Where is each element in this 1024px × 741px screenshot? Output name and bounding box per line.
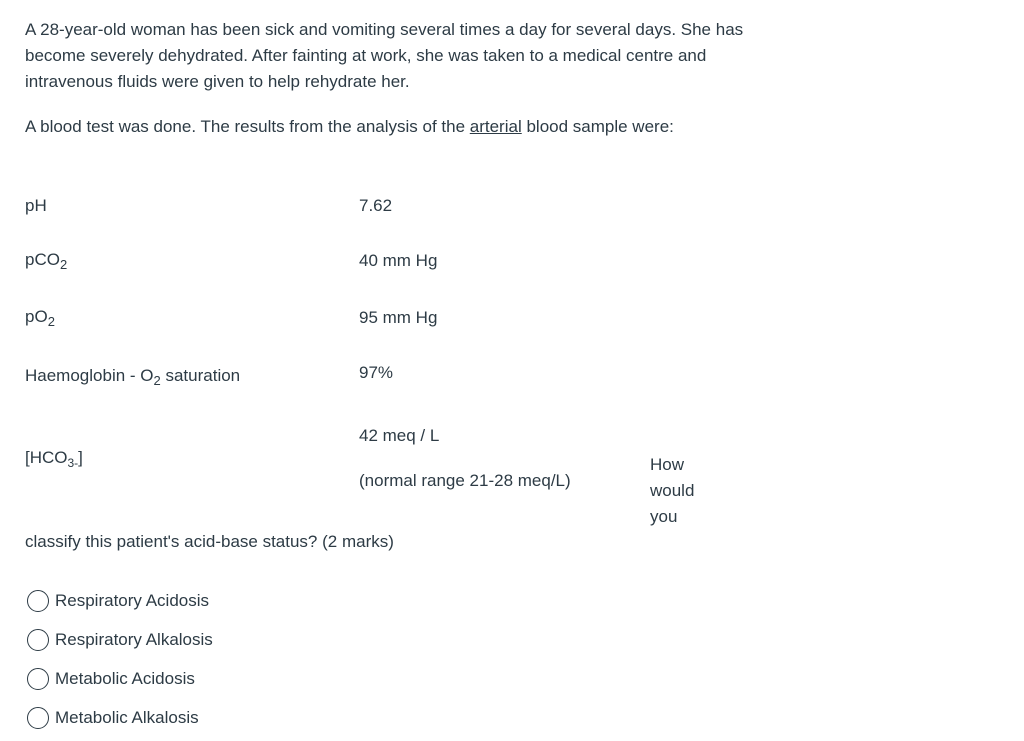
- hco3-label: [25, 448, 83, 468]
- radio-button[interactable]: [27, 590, 49, 612]
- haemoglobin-label-suffix: saturation: [160, 366, 241, 385]
- question-side-word-would: would: [650, 481, 695, 500]
- option-respiratory-alkalosis[interactable]: [27, 620, 213, 659]
- hco3-value: 42 meq / L: [359, 426, 440, 445]
- question-text: classify this patient's acid-base status? (2 marks): [25, 532, 394, 551]
- option-metabolic-acidosis[interactable]: [27, 659, 213, 698]
- question-side-word-you: you: [650, 507, 678, 526]
- blood-test-paragraph: [25, 114, 715, 140]
- pco2-label: [25, 250, 67, 270]
- option-label[interactable]: Respiratory Acidosis: [55, 590, 210, 610]
- question-side-word-how: How: [650, 455, 685, 474]
- ph-value: 7.62: [359, 196, 393, 215]
- ph-label: pH: [25, 196, 47, 215]
- option-label[interactable]: Metabolic Alkalosis: [55, 707, 199, 727]
- pco2-label-subscript: 2: [59, 257, 68, 272]
- haemoglobin-value: 97%: [359, 363, 394, 382]
- radio-button[interactable]: [27, 668, 49, 690]
- hco3-label-subscript: 3-: [67, 456, 79, 470]
- po2-label-prefix: pO: [25, 307, 48, 326]
- option-metabolic-alkalosis[interactable]: [27, 698, 213, 737]
- option-label[interactable]: Metabolic Acidosis: [55, 668, 195, 688]
- pco2-value: 40 mm Hg: [359, 251, 438, 270]
- hco3-label-open: [HCO: [25, 448, 68, 467]
- po2-value: 95 mm Hg: [359, 308, 438, 327]
- intro-paragraph: A 28-year-old woman has been sick and vomiting several times a day for several days. She has become severely dehydrated. After fainting at work, she was taken to a medical centre and intravenous fluids were given to help rehydrate her.: [25, 20, 744, 91]
- haemoglobin-label: [25, 366, 240, 386]
- answer-options: [27, 581, 213, 737]
- option-respiratory-acidosis[interactable]: [27, 581, 213, 620]
- pco2-label-prefix: pCO: [25, 250, 60, 269]
- blood-test-text-before: A blood test was done. The results from the analysis of the: [25, 117, 470, 136]
- radio-button[interactable]: [27, 629, 49, 651]
- po2-label-subscript: 2: [47, 314, 55, 329]
- haemoglobin-label-subscript: 2: [153, 373, 161, 388]
- arterial-underlined-text: arterial: [469, 117, 522, 136]
- hco3-normal-range-note: (normal range 21-28 meq/L): [359, 471, 571, 490]
- blood-test-text-after: blood sample were:: [521, 117, 674, 136]
- hco3-label-close: ]: [78, 448, 83, 467]
- option-label[interactable]: Respiratory Alkalosis: [55, 629, 213, 649]
- po2-label: [25, 307, 55, 327]
- haemoglobin-label-prefix: Haemoglobin - O: [25, 366, 154, 385]
- radio-button[interactable]: [27, 707, 49, 729]
